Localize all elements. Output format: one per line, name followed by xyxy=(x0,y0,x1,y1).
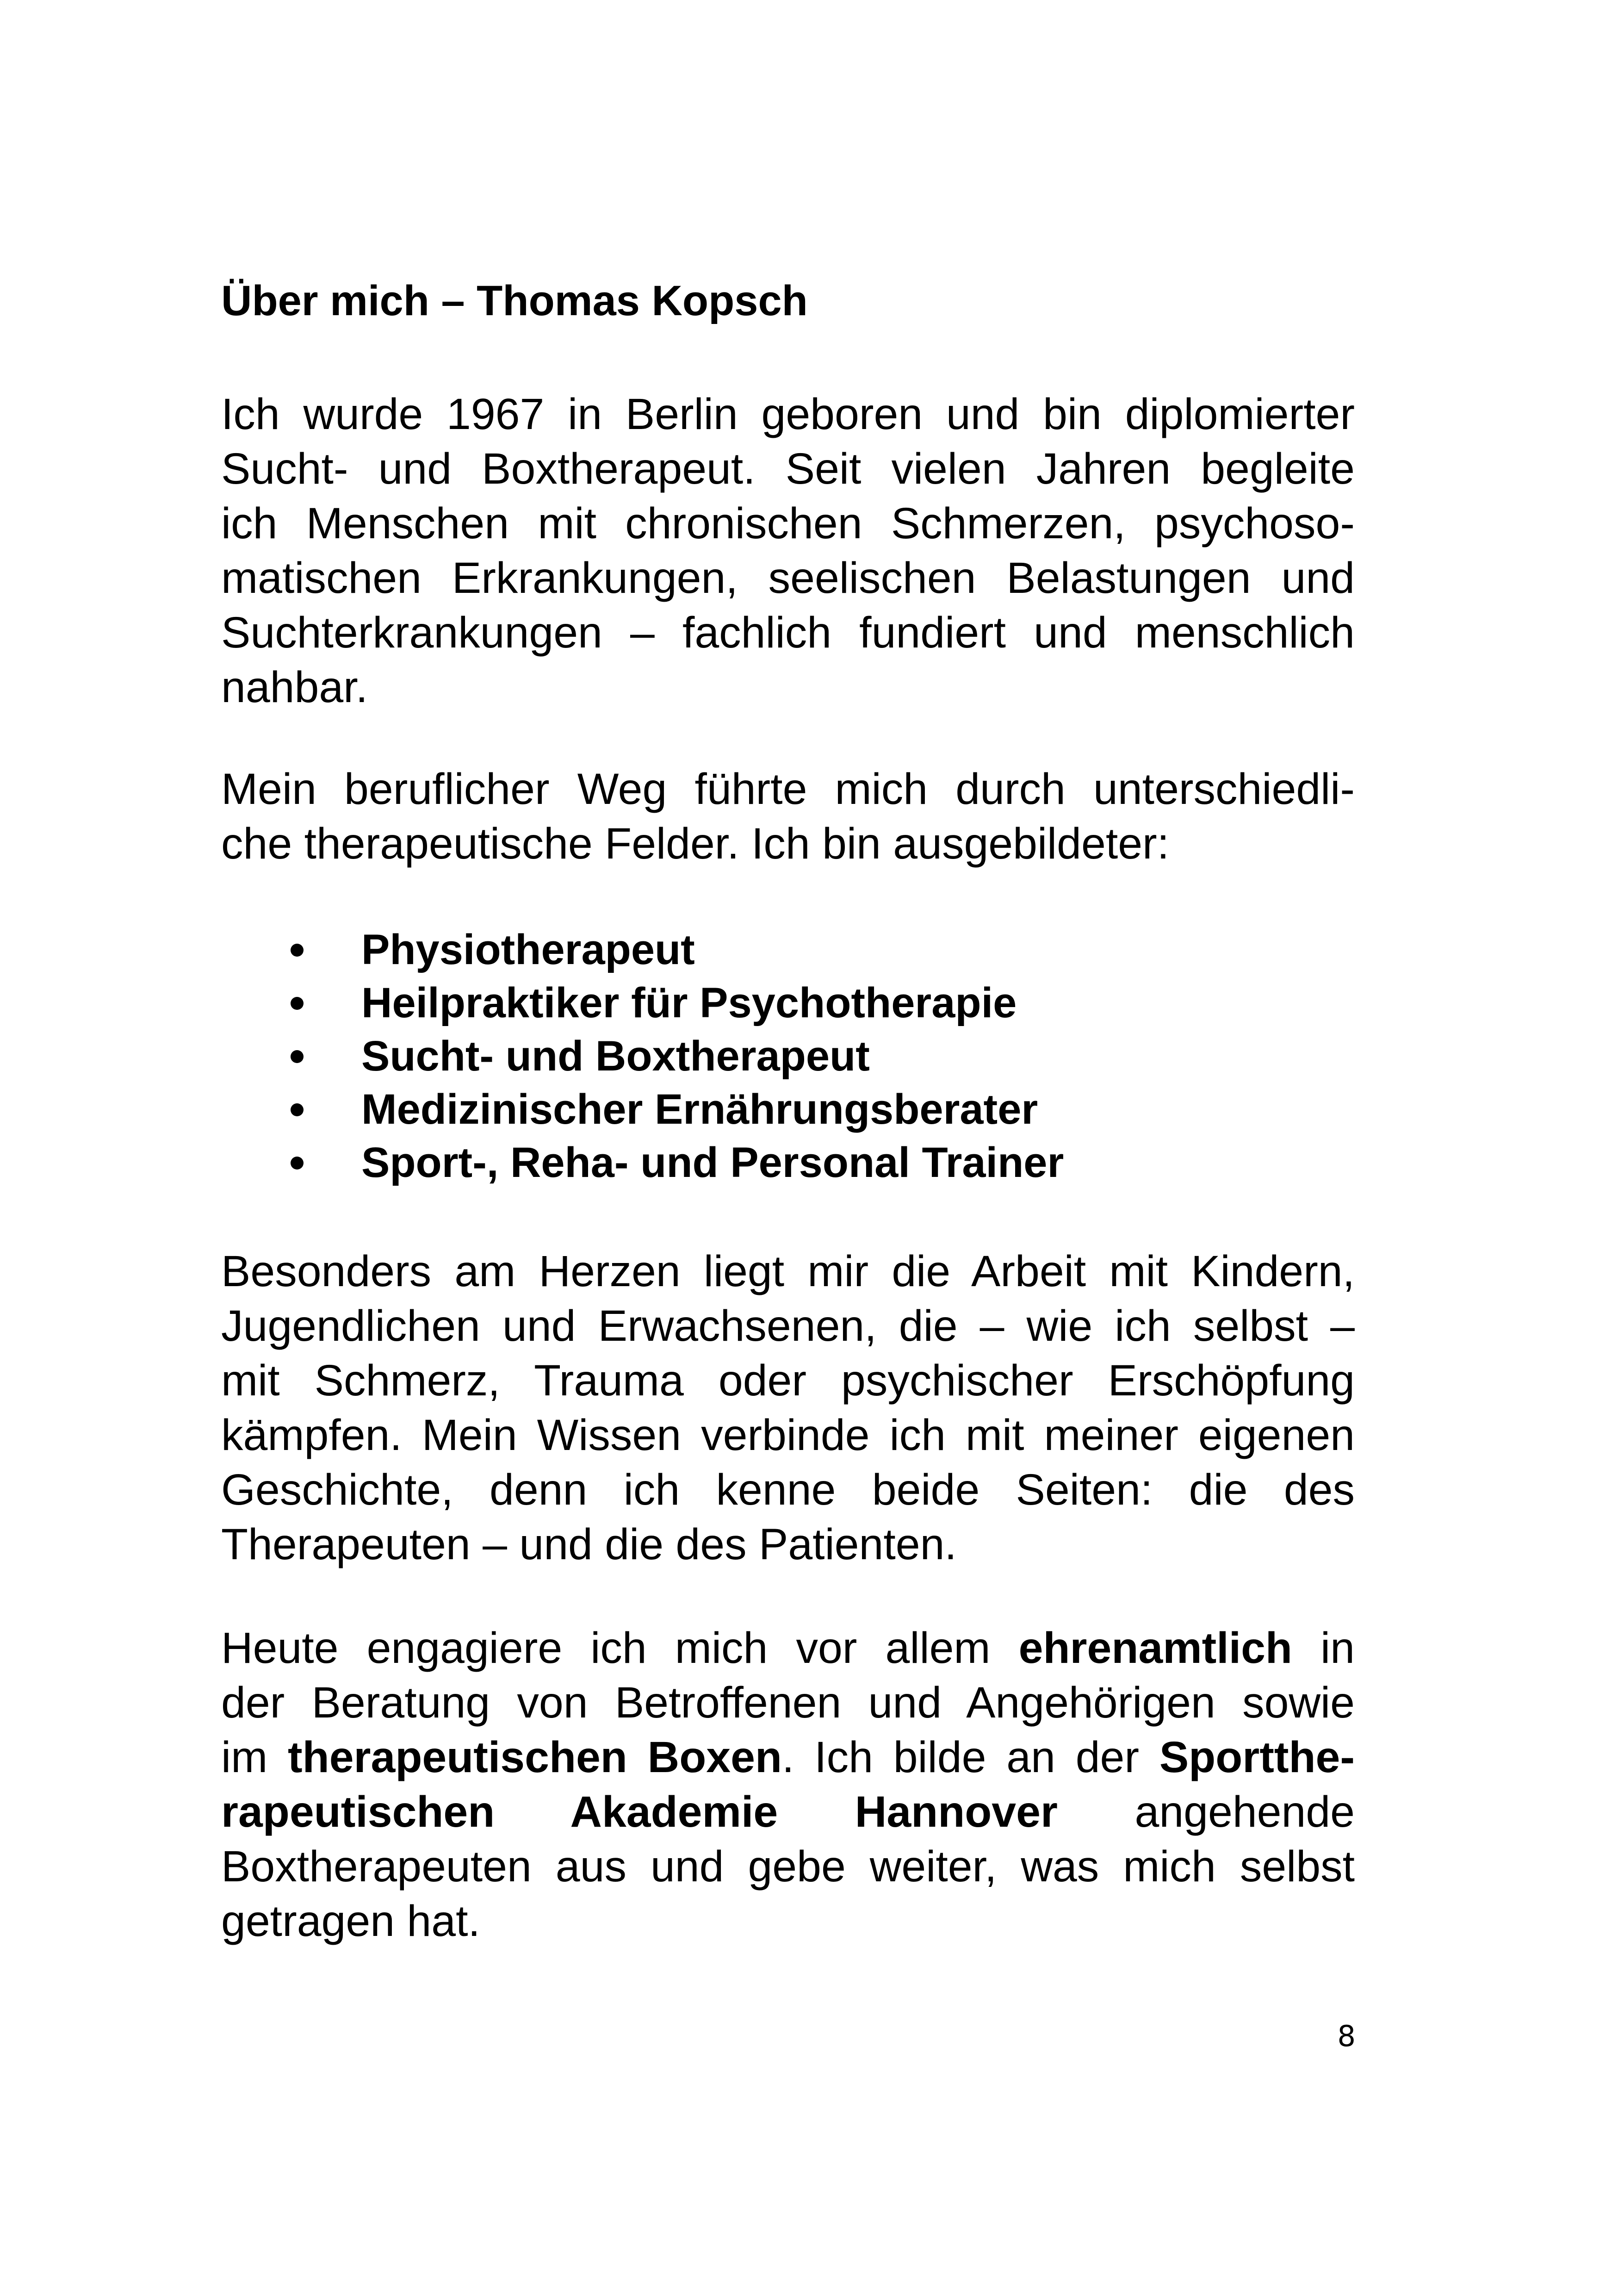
page-title: Über mich – Thomas Kopsch xyxy=(221,277,808,324)
list-item xyxy=(221,1136,1355,1189)
text-line: Besonders am Herzen liegt mir die Arbeit mit Kindern, xyxy=(221,1247,1355,1296)
text-line: Suchterkrankungen – fachlich fundiert und menschlich xyxy=(221,608,1355,657)
list-item xyxy=(221,1083,1355,1136)
bullet-icon xyxy=(291,997,304,1010)
text-line: Jugendlichen und Erwachsenen, die – wie ich selbst – xyxy=(221,1301,1355,1350)
text-line: Boxtherapeuten aus und gebe weiter, was mich selbst xyxy=(221,1842,1355,1891)
text-line: der Beratung von Betroffenen und Angehörigen sowie xyxy=(221,1678,1355,1727)
qualification-label: Sport-, Reha- und Personal Trainer xyxy=(361,1139,1064,1186)
text-line xyxy=(221,1621,1355,1675)
engagement-paragraph xyxy=(221,1621,1355,1948)
bullet-icon xyxy=(291,1103,304,1116)
bullet-icon xyxy=(291,1157,304,1170)
text-segment: angehende xyxy=(1057,1787,1355,1836)
bullet-icon xyxy=(291,944,304,957)
text-segment: im xyxy=(221,1733,288,1782)
text-line: Mein beruflicher Weg führte mich durch unterschiedli- xyxy=(221,765,1355,814)
text-line: Ich wurde 1967 in Berlin geboren und bin diplomierter xyxy=(221,390,1355,439)
intro-paragraph xyxy=(221,387,1355,715)
text-segment: . Ich bilde an der xyxy=(781,1733,1159,1782)
text-line: che therapeutische Felder. Ich bin ausgebildeter: xyxy=(221,819,1170,868)
text-line: Therapeuten – und die des Patienten. xyxy=(221,1520,957,1569)
text-line: matischen Erkrankungen, seelischen Belastungen und xyxy=(221,554,1355,603)
qualification-label: Medizinischer Ernährungsberater xyxy=(361,1086,1038,1133)
text-line xyxy=(221,1730,1355,1785)
text-segment: in xyxy=(1292,1624,1355,1673)
emphasis-text: therapeutischen Boxen xyxy=(288,1733,782,1782)
text-line: ich Menschen mit chronischen Schmerzen, psychoso- xyxy=(221,499,1355,548)
page-number: 8 xyxy=(1337,2019,1356,2053)
text-line: kämpfen. Mein Wissen verbinde ich mit meiner eigenen xyxy=(221,1411,1355,1460)
qualification-label: Physiotherapeut xyxy=(361,926,695,973)
text-line: Sucht- und Boxtherapeut. Seit vielen Jahren begleite xyxy=(221,444,1355,493)
text-line: Geschichte, denn ich kenne beide Seiten: die des xyxy=(221,1465,1355,1514)
bullet-icon xyxy=(291,1050,304,1063)
qualification-label: Sucht- und Boxtherapeut xyxy=(361,1033,870,1080)
list-item xyxy=(221,977,1355,1030)
qualification-label: Heilpraktiker für Psychotherapie xyxy=(361,979,1017,1027)
emphasis-text: rapeutischen Akademie Hannover xyxy=(221,1787,1058,1836)
qualifications-list xyxy=(221,923,1355,1189)
emphasis-text: ehrenamtlich xyxy=(1018,1624,1292,1673)
list-item xyxy=(221,1030,1355,1083)
emphasis-text: Sportthe- xyxy=(1159,1733,1355,1782)
text-line: mit Schmerz, Trauma oder psychischer Erschöpfung xyxy=(221,1356,1355,1405)
text-line xyxy=(221,1785,1355,1839)
text-line: nahbar. xyxy=(221,663,368,712)
text-line: getragen hat. xyxy=(221,1897,480,1946)
text-segment: Heute engagiere ich mich vor allem xyxy=(221,1624,1019,1673)
motivation-paragraph xyxy=(221,1244,1355,1572)
career-paragraph xyxy=(221,762,1355,871)
list-item xyxy=(221,923,1355,977)
